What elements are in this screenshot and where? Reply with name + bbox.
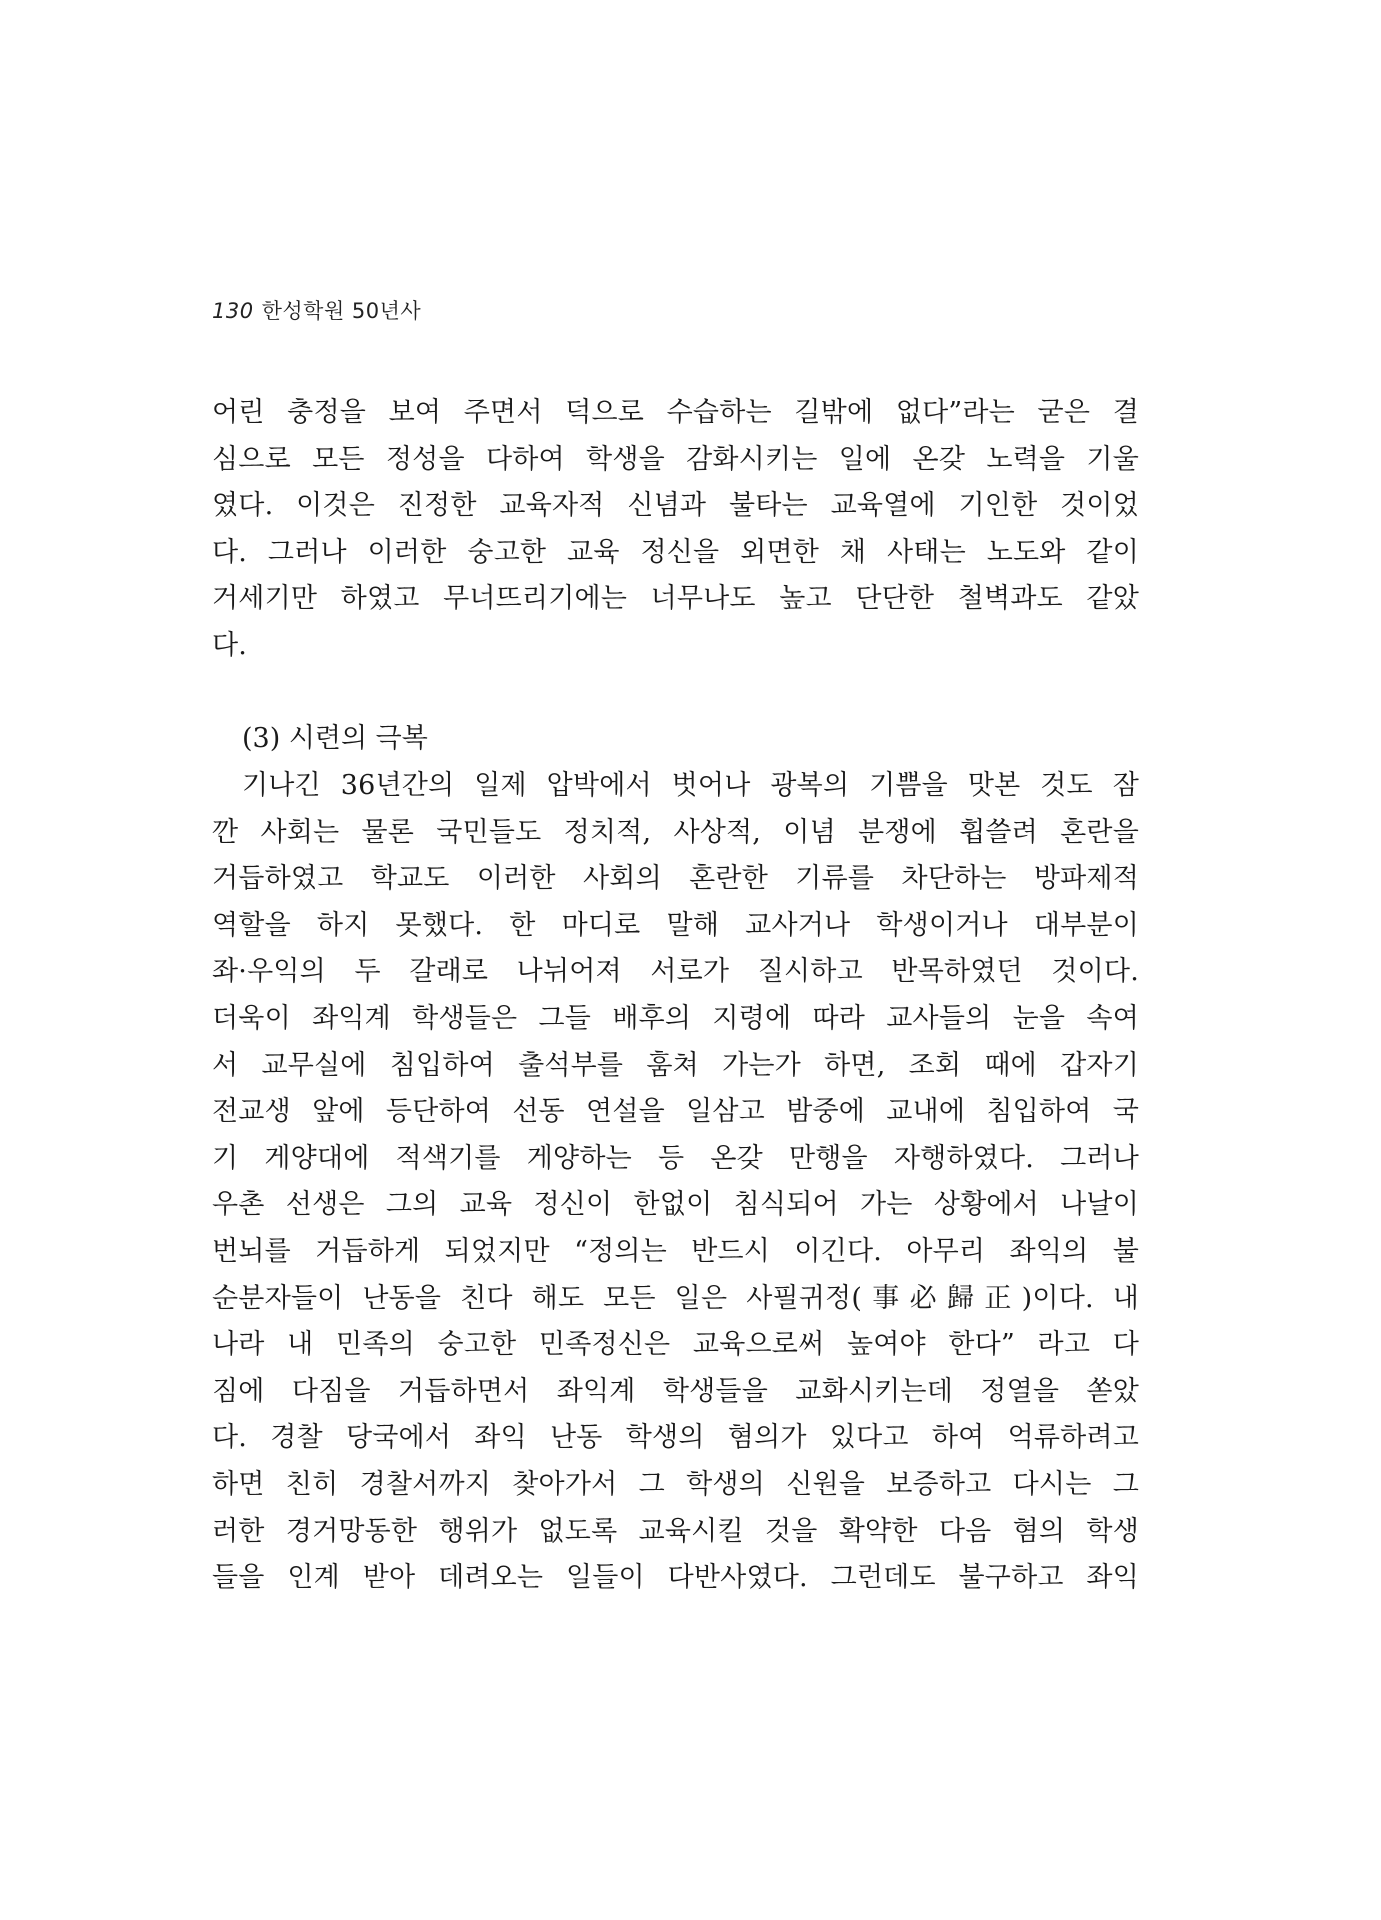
paragraph-line: 거세기만 하였고 무너뜨리기에는 너무나도 높고 단단한 철벽과도 같았: [212, 583, 1139, 615]
paragraph-line: 좌·우익의 두 갈래로 나뉘어져 서로가 질시하고 반목하였던 것이다.: [212, 956, 1139, 988]
paragraph-line: 다. 그러나 이러한 숭고한 교육 정신을 외면한 채 사태는 노도와 같이: [212, 536, 1139, 568]
book-title: 한성학원 50년사: [261, 299, 422, 323]
section-heading: (3) 시련의 극복: [242, 723, 428, 754]
section-heading-block: [212, 716, 1139, 763]
paragraph-line: 러한 경거망동한 행위가 없도록 교육시킬 것을 확약한 다음 혐의 학생: [212, 1515, 1139, 1547]
paragraph-line: 들을 인계 받아 데려오는 일들이 다반사였다. 그런데도 불구하고 좌익: [212, 1562, 1139, 1594]
paragraph-line: 깐 사회는 물론 국민들도 정치적, 사상적, 이념 분쟁에 휩쓸려 혼란을: [212, 816, 1139, 848]
paragraph-1: [212, 390, 1139, 670]
paragraph-line: 나라 내 민족의 숭고한 민족정신은 교육으로써 높여야 한다” 라고 다: [212, 1329, 1139, 1361]
paragraph-line: 기 게양대에 적색기를 게양하는 등 온갖 만행을 자행하였다. 그러나: [212, 1142, 1139, 1174]
paragraph-line: 기나긴 36년간의 일제 압박에서 벗어나 광복의 기쁨을 맛본 것도 잠: [242, 770, 1139, 801]
paragraph-line: 역할을 하지 못했다. 한 마디로 말해 교사거나 학생이거나 대부분이: [212, 909, 1139, 941]
paragraph-line: 우촌 선생은 그의 교육 정신이 한없이 침식되어 가는 상황에서 나날이: [212, 1189, 1139, 1221]
paragraph-line: 하면 친히 경찰서까지 찾아가서 그 학생의 신원을 보증하고 다시는 그: [212, 1468, 1139, 1500]
paragraph-line: 심으로 모든 정성을 다하여 학생을 감화시키는 일에 온갖 노력을 기울: [212, 443, 1139, 475]
paragraph-line: 어린 충정을 보여 주면서 덕으로 수습하는 길밖에 없다”라는 굳은 결: [212, 397, 1139, 428]
paragraph-line: 다.: [212, 629, 248, 661]
paragraph-line: 짐에 다짐을 거듭하면서 좌익계 학생들을 교화시키는데 정열을 쏟았: [212, 1375, 1139, 1407]
page-number: 130: [212, 299, 254, 323]
paragraph-line: 전교생 앞에 등단하여 선동 연설을 일삼고 밤중에 교내에 침입하여 국: [212, 1096, 1139, 1128]
paragraph-line: 번뇌를 거듭하게 되었지만 “정의는 반드시 이긴다. 아무리 좌익의 불: [212, 1235, 1139, 1267]
paragraph-line: 거듭하였고 학교도 이러한 사회의 혼란한 기류를 차단하는 방파제적: [212, 863, 1139, 895]
paragraph-line: 순분자들이 난동을 친다 해도 모든 일은 사필귀정(事必歸正)이다. 내: [212, 1282, 1139, 1314]
paragraph-line: 다. 경찰 당국에서 좌익 난동 학생의 혐의가 있다고 하여 억류하려고: [212, 1422, 1139, 1454]
paragraph-2: [212, 763, 1139, 1602]
running-header: [212, 295, 421, 325]
paragraph-line: 더욱이 좌익계 학생들은 그들 배후의 지령에 따라 교사들의 눈을 속여: [212, 1002, 1139, 1034]
paragraph-line: 서 교무실에 침입하여 출석부를 훔쳐 가는가 하면, 조회 때에 갑자기: [212, 1049, 1139, 1081]
paragraph-line: 였다. 이것은 진정한 교육자적 신념과 불타는 교육열에 기인한 것이었: [212, 490, 1139, 522]
